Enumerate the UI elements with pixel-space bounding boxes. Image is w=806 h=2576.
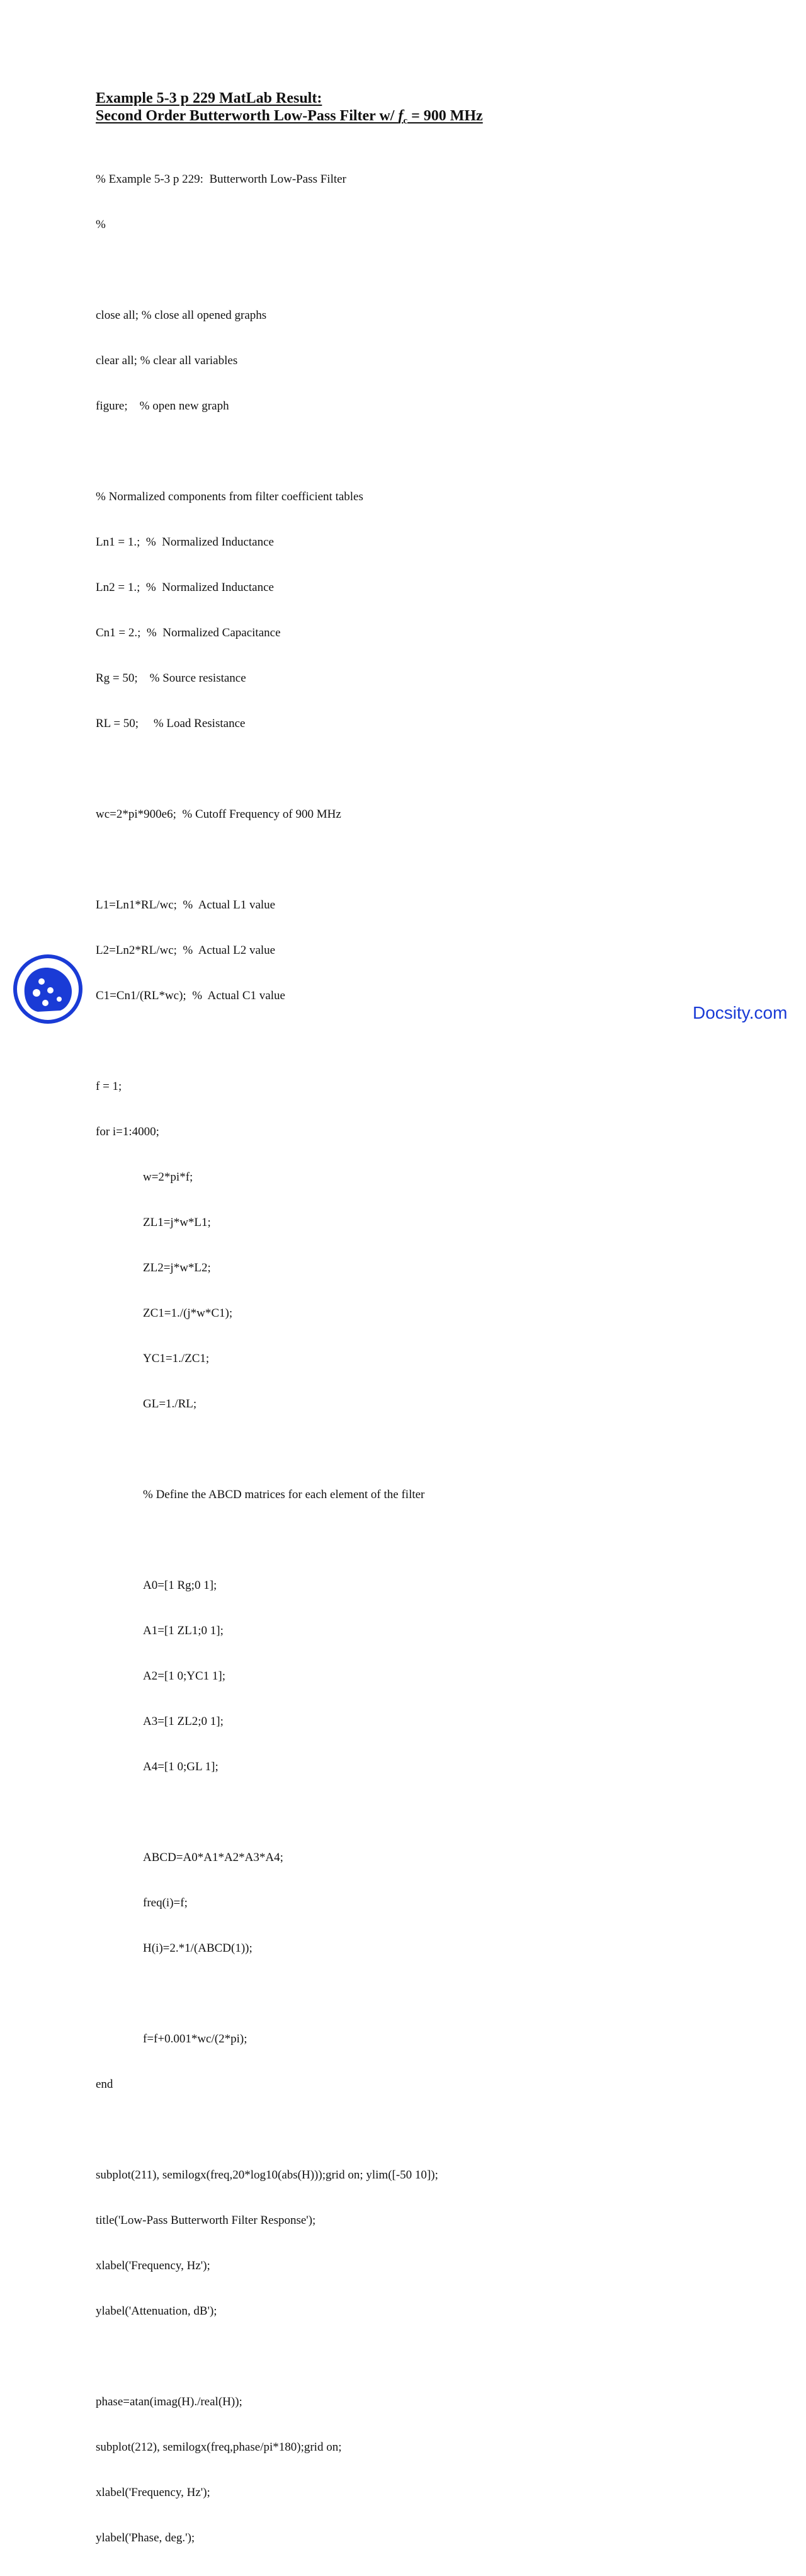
code-line: figure; % open new graph [96, 399, 229, 413]
code-line: YC1=1./ZC1; [143, 1352, 210, 1365]
code-line: title('Low-Pass Butterworth Filter Response'); [96, 2214, 316, 2227]
code-line: H(i)=2.*1/(ABCD(1)); [143, 1942, 253, 1955]
code-line: xlabel('Frequency, Hz'); [96, 2259, 210, 2272]
code-line: ZC1=1./(j*w*C1); [143, 1307, 233, 1320]
heading-line-2 [96, 107, 483, 130]
code-line: ylabel('Phase, deg.'); [96, 2531, 195, 2545]
docsity-logo-icon[interactable] [13, 954, 83, 1024]
code-line: for i=1:4000; [96, 1125, 159, 1138]
docsity-brand-link[interactable]: Docsity.com [693, 1003, 788, 1022]
matlab-code-listing [96, 142, 438, 2576]
code-line: w=2*pi*f; [143, 1171, 193, 1184]
code-line: subplot(211), semilogx(freq,20*log10(abs(H)));grid on; ylim([-50 10]); [96, 2168, 438, 2182]
code-line: RL = 50; % Load Resistance [96, 717, 246, 730]
heading-variable-subscript: c [403, 116, 408, 126]
code-line: end [96, 2078, 113, 2091]
code-line: C1=Cn1/(RL*wc); % Actual C1 value [96, 989, 285, 1002]
code-line: phase=atan(imag(H)./real(H)); [96, 2395, 242, 2408]
heading-line-2-prefix: Second Order Butterworth Low-Pass Filter w/ [96, 108, 399, 124]
code-line: % Define the ABCD matrices for each element of the filter [143, 1488, 425, 1501]
code-line: clear all; % clear all variables [96, 354, 238, 367]
code-line: % [96, 218, 106, 231]
code-line: L2=Ln2*RL/wc; % Actual L2 value [96, 944, 276, 957]
code-line: GL=1./RL; [143, 1397, 197, 1411]
code-line: A2=[1 0;YC1 1]; [143, 1669, 226, 1683]
code-line: wc=2*pi*900e6; % Cutoff Frequency of 900 MHz [96, 808, 341, 821]
code-line: ABCD=A0*A1*A2*A3*A4; [143, 1851, 283, 1864]
heading-variable-f: f [398, 108, 404, 124]
code-line: Ln2 = 1.; % Normalized Inductance [96, 581, 274, 594]
code-line: ZL2=j*w*L2; [143, 1261, 211, 1274]
code-line: L1=Ln1*RL/wc; % Actual L1 value [96, 898, 276, 912]
code-line: Ln1 = 1.; % Normalized Inductance [96, 535, 274, 549]
code-line: % Normalized components from filter coefficient tables [96, 490, 363, 503]
code-line: xlabel('Frequency, Hz'); [96, 2486, 210, 2499]
heading-line-1: Example 5-3 p 229 MatLab Result: [96, 90, 322, 106]
code-line: A3=[1 ZL2;0 1]; [143, 1715, 224, 1728]
code-line: A4=[1 0;GL 1]; [143, 1760, 219, 1773]
code-line: subplot(212), semilogx(freq,phase/pi*180);grid on; [96, 2441, 342, 2454]
code-line: close all; % close all opened graphs [96, 309, 267, 322]
code-line: Rg = 50; % Source resistance [96, 672, 246, 685]
code-line: % Example 5-3 p 229: Butterworth Low-Pass Filter [96, 173, 346, 186]
heading-line-2-suffix: = 900 MHz [407, 108, 483, 124]
code-line: f=f+0.001*wc/(2*pi); [143, 2032, 247, 2046]
document-heading [96, 89, 483, 130]
code-line: ZL1=j*w*L1; [143, 1216, 211, 1229]
code-line: A1=[1 ZL1;0 1]; [143, 1624, 224, 1637]
code-line: ylabel('Attenuation, dB'); [96, 2304, 217, 2318]
code-line: Cn1 = 2.; % Normalized Capacitance [96, 626, 281, 639]
code-line: A0=[1 Rg;0 1]; [143, 1579, 217, 1592]
code-line: f = 1; [96, 1080, 122, 1093]
code-line: freq(i)=f; [143, 1896, 188, 1909]
